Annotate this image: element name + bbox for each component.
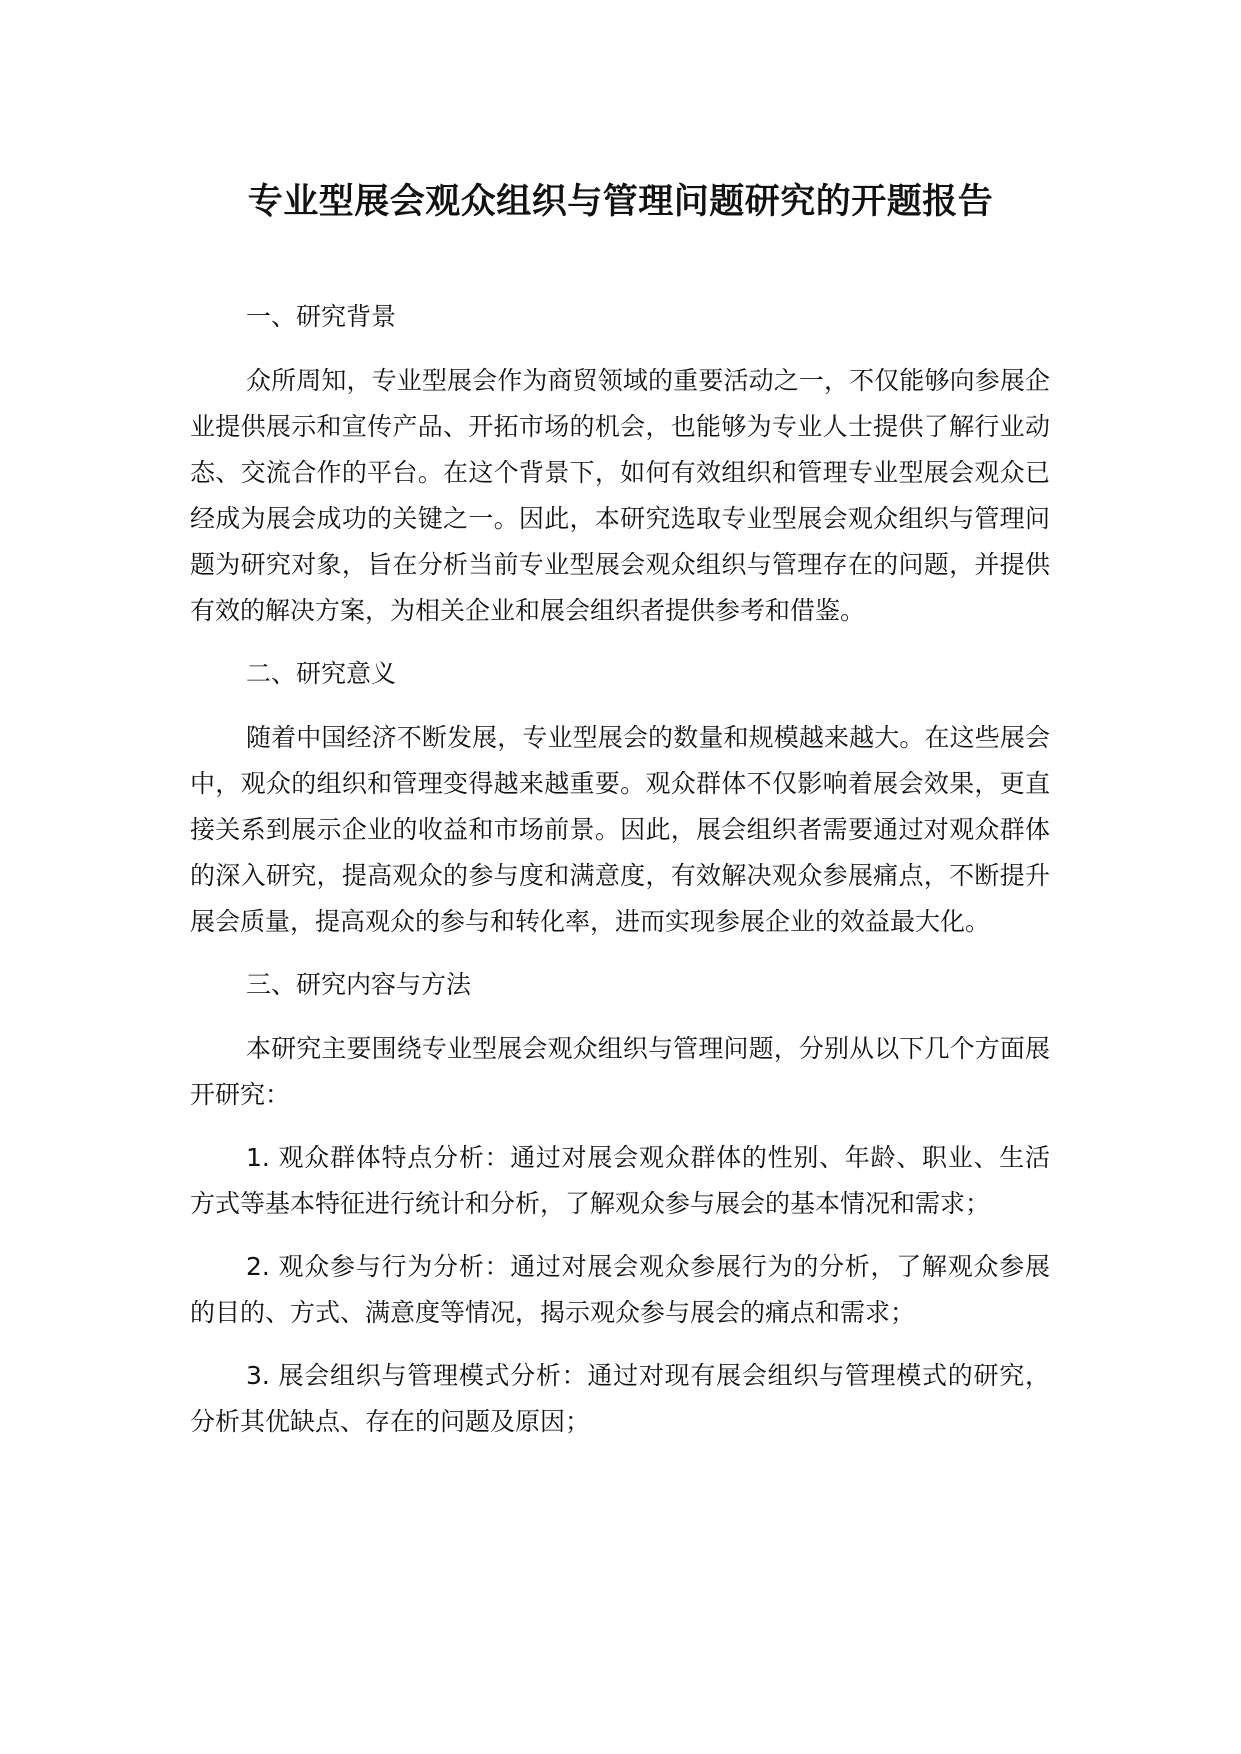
document-title: 专业型展会观众组织与管理问题研究的开题报告 <box>247 182 994 222</box>
document-body <box>190 294 1050 1462</box>
paragraph: 随着中国经济不断发展，专业型展会的数量和规模越来越大。在这些展会中，观众的组织和管理变得越来越重要。观众群体不仅影响着展会效果，更直接关系到展示企业的收益和市场前景。因此，展会组织者需要通过对观众群体的深入研究，提高观众的参与度和满意度，有效解决观众参展痛点，不断提升展会质量，提高观众的参与和转化率，进而实现参展企业的效益最大化。 <box>190 723 1050 936</box>
paragraph: 众所周知，专业型展会作为商贸领域的重要活动之一，不仅能够向参展企业提供展示和宣传产品、开拓市场的机会，也能够为专业人士提供了解行业动态、交流合作的平台。在这个背景下，如何有效组织和管理专业型展会观众已经成为展会成功的关键之一。因此，本研究选取专业型展会观众组织与管理问题为研究对象，旨在分析当前专业型展会观众组织与管理存在的问题，并提供有效的解决方案，为相关企业和展会组织者提供参考和借鉴。 <box>190 366 1050 625</box>
section-heading: 二、研究意义 <box>246 659 397 688</box>
paragraph: 本研究主要围绕专业型展会观众组织与管理问题，分别从以下几个方面展开研究： <box>190 1034 1050 1109</box>
list-item: 3. 展会组织与管理模式分析：通过对现有展会组织与管理模式的研究，分析其优缺点、存在的问题及原因； <box>190 1361 1050 1436</box>
section-background <box>190 294 1050 634</box>
section-significance <box>190 651 1050 945</box>
section-heading: 三、研究内容与方法 <box>246 970 472 999</box>
list-item: 2. 观众参与行为分析：通过对展会观众参展行为的分析，了解观众参展的目的、方式、满意度等情况，揭示观众参与展会的痛点和需求； <box>190 1252 1050 1327</box>
section-heading: 一、研究背景 <box>246 302 397 331</box>
section-content-methods <box>190 962 1050 1445</box>
list-item: 1. 观众群体特点分析：通过对展会观众群体的性别、年龄、职业、生活方式等基本特征进行统计和分析，了解观众参与展会的基本情况和需求； <box>190 1143 1050 1218</box>
